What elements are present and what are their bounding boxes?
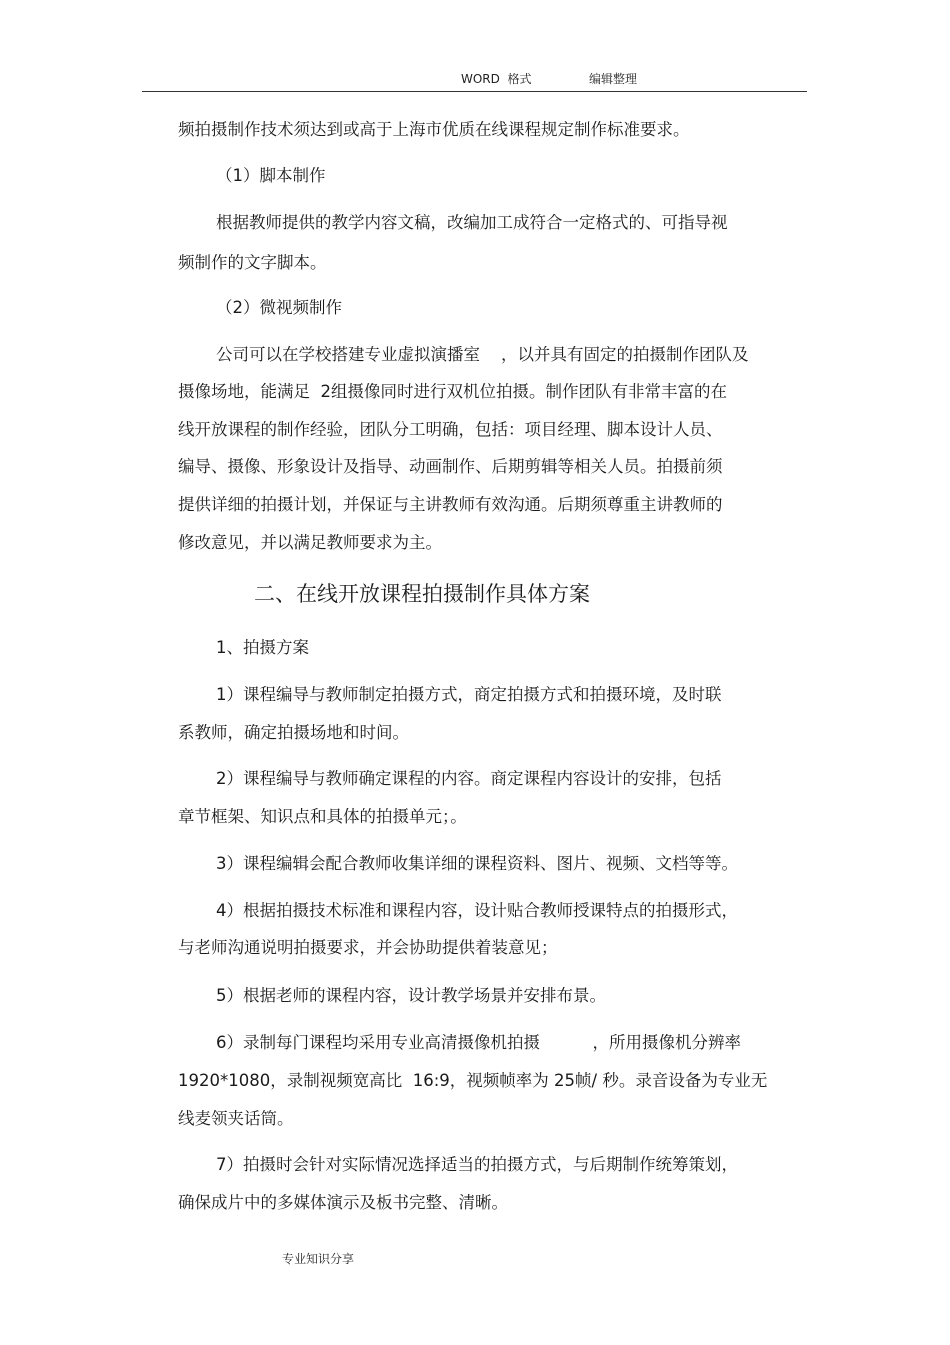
paragraph-line: 频拍摄制作技术须达到或高于上海市优质在线课程规定制作标准要求。 [178,120,690,139]
list-item-line: 与老师沟通说明拍摄要求，并会协助提供着装意见； [178,938,558,957]
paragraph-line: 摄像场地，能满足 2组摄像同时进行双机位拍摄。制作团队有非常丰富的在 [178,382,727,401]
paragraph-line: 根据教师提供的教学内容文稿，改编加工成符合一定格式的、可指导视 [216,213,728,232]
list-item-line: 系教师，确定拍摄场地和时间。 [178,723,409,742]
paragraph-line: 编导、摄像、形象设计及指导、动画制作、后期剪辑等相关人员。拍摄前须 [178,457,723,476]
list-item-line: 3）课程编辑会配合教师收集详细的课程资料、图片、视频、文档等等。 [216,854,738,873]
page-header [0,70,950,90]
list-item-line: 5）根据老师的课程内容，设计教学场景并安排布景。 [216,986,606,1005]
list-item-line: 4）根据拍摄技术标准和课程内容，设计贴合教师授课特点的拍摄形式， [216,901,738,920]
list-item-line: 2）课程编导与教师确定课程的内容。商定课程内容设计的安排，包括 [216,769,722,788]
subsection-title-script: （1）脚本制作 [216,166,326,185]
page-footer: 专业知识分享 [282,1252,355,1266]
section-heading: 二、在线开放课程拍摄制作具体方案 [254,582,590,606]
list-item-line: 1920*1080，录制视频宽高比 16:9，视频帧率为 25帧/ 秒。录音设备为专业无 [178,1071,768,1090]
list-item-line: 7）拍摄时会针对实际情况选择适当的拍摄方式，与后期制作统筹策划， [216,1155,738,1174]
list-item-line: 线麦领夹话筒。 [178,1109,294,1128]
paragraph-line: 频制作的文字脚本。 [178,253,327,272]
paragraph-line: 提供详细的拍摄计划，并保证与主讲教师有效沟通。后期须尊重主讲教师的 [178,495,723,514]
list-item-line: 6）录制每门课程均采用专业高清摄像机拍摄 ，所用摄像机分辨率 [216,1033,741,1052]
paragraph-line: 线开放课程的制作经验，团队分工明确，包括：项目经理、脚本设计人员、 [178,420,723,439]
subsection-title-microvideo: （2）微视频制作 [216,298,342,317]
list-item-line: 1）课程编导与教师制定拍摄方式，商定拍摄方式和拍摄环境，及时联 [216,685,722,704]
list-item-line: 确保成片中的多媒体演示及板书完整、清晰。 [178,1193,508,1212]
paragraph-line: 公司可以在学校搭建专业虚拟演播室 ，以并具有固定的拍摄制作团队及 [216,345,749,364]
header-format-label: WORD 格式 [461,72,532,86]
subsection-title-shooting-plan: 1、拍摄方案 [216,638,309,657]
header-divider [142,91,807,92]
paragraph-line: 修改意见，并以满足教师要求为主。 [178,533,442,552]
header-edit-label: 编辑整理 [589,72,638,86]
list-item-line: 章节框架、知识点和具体的拍摄单元；。 [178,807,467,826]
